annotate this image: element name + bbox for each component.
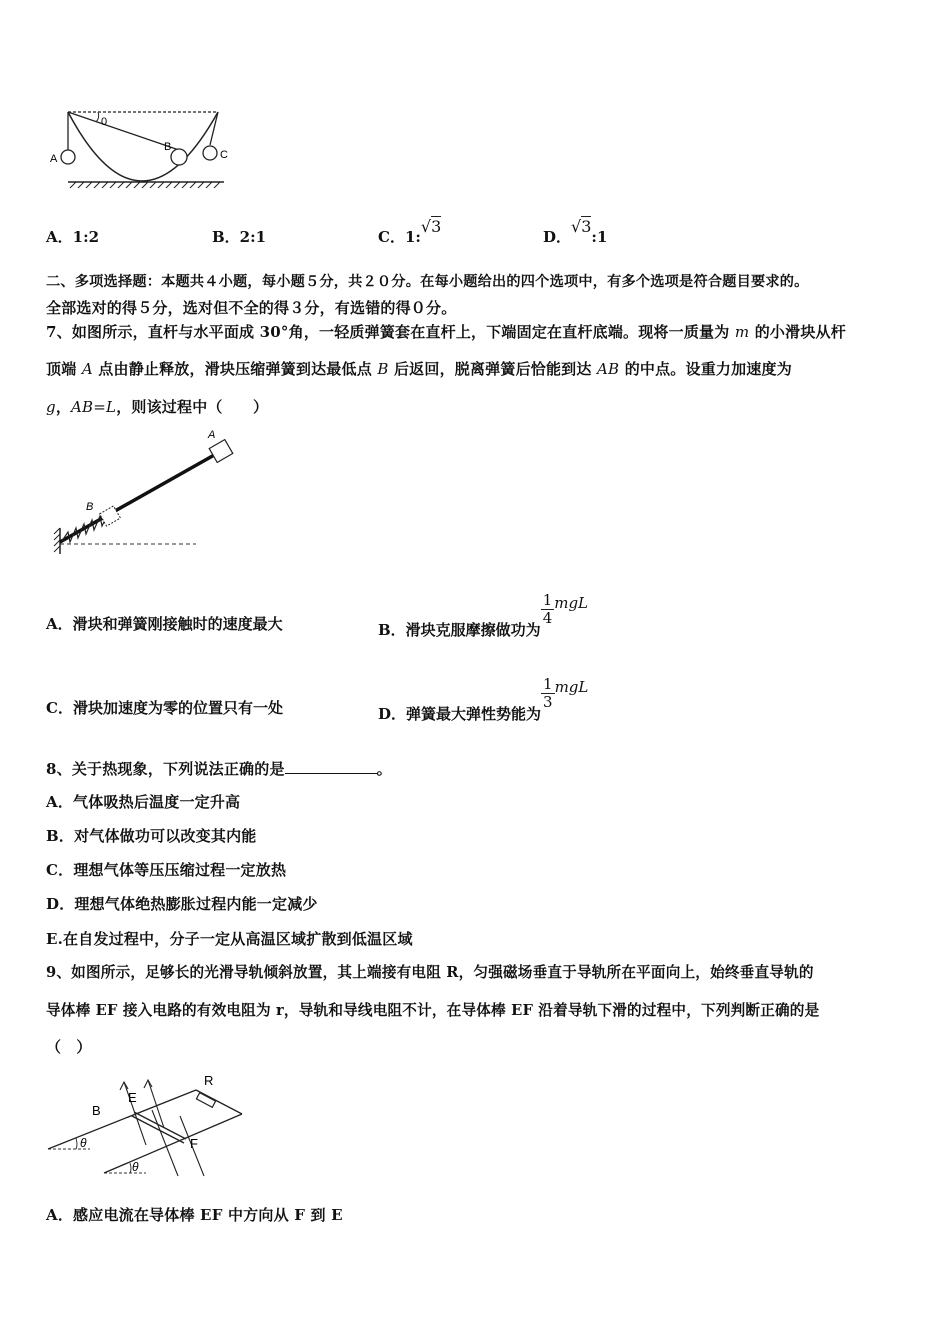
section2-heading-line1: 二、多项选择题：本题共４小题，每小题５分，共２０分。在每小题给出的四个选项中，有多个选项是符合题目要求的。 <box>46 274 809 290</box>
q9-label-f: F <box>190 1136 198 1151</box>
q8-option-c: C．理想气体等压压缩过程一定放热 <box>46 861 287 879</box>
q7-option-d-fraction: $\frac{1}{3}$ <box>543 675 553 711</box>
q9-label-theta1: θ <box>80 1136 87 1150</box>
q9-stem-line2: 导体棒 EF 接入电路的有效电阻为 r，导轨和导线电阻不计，在导体棒 EF 沿着导轨下滑的过程中，下列判断正确的是 <box>46 1002 820 1019</box>
q9-label-theta2: θ <box>132 1160 139 1174</box>
q6-option-b: B．2:1 <box>212 228 267 246</box>
q6-pendulum-figure <box>46 100 246 190</box>
q9-stem-line1: 9、如图所示，足够长的光滑导轨倾斜放置，其上端接有电阻 R，匀强磁场垂直于导轨所在平面向上，始终垂直导轨的 <box>46 964 814 981</box>
q9-label-b: B <box>92 1103 101 1118</box>
q8-answer-blank[interactable] <box>285 759 377 774</box>
q9-option-a: A．感应电流在导体棒 EF 中方向从 F 到 E <box>46 1206 343 1224</box>
q7-label-a: A <box>208 429 216 441</box>
q6-option-c <box>378 217 442 247</box>
q7-option-b: B．滑块克服摩擦做功为 $\frac{1}{4}$ mgL <box>378 591 589 639</box>
q7-option-b-fraction: $\frac{1}{4}$ <box>542 591 553 627</box>
q8-option-d: D．理想气体绝热膨胀过程内能一定减少 <box>46 895 318 913</box>
q6-option-d-prefix: D． <box>543 228 572 246</box>
q6-option-c-root: √3 <box>420 217 442 236</box>
q6-label-a: A <box>50 153 58 165</box>
q8-option-e: E.在自发过程中，分子一定从高温区域扩散到低温区域 <box>46 930 413 948</box>
section2-heading-line2: 全部选对的得５分，选对但不全的得３分，有选错的得０分。 <box>46 299 457 317</box>
q9-rails-figure <box>46 1070 256 1180</box>
q6-label-theta: 0 <box>101 116 108 128</box>
q7-option-c: C．滑块加速度为零的位置只有一处 <box>46 699 283 717</box>
q6-option-a: A．1:2 <box>46 228 100 246</box>
q7-label-b: B <box>86 501 94 513</box>
q6-option-d-root: √3 <box>571 217 592 236</box>
q7-stem-line2: 顶端 A 点由静止释放，滑块压缩弹簧到达最低点 B 后返回，脱离弹簧后恰能到达 AB 的中点。设重力加速度为 <box>46 360 792 378</box>
q7-option-d: D．弹簧最大弹性势能为 $\frac{1}{3}$ mgL <box>378 675 589 723</box>
q9-stem-line3: （ ） <box>46 1038 92 1056</box>
q6-option-c-prefix: C．1: <box>378 228 421 246</box>
q9-label-r: R <box>204 1073 214 1088</box>
q7-incline-figure <box>46 428 256 558</box>
q6-label-b: B <box>164 141 172 153</box>
q6-label-c: C <box>220 149 228 161</box>
q7-stem-line1: 7、如图所示，直杆与水平面成 30°角，一轻质弹簧套在直杆上，下端固定在直杆底端。现将一质量为 m 的小滑块从杆 <box>46 323 846 341</box>
q8-option-a: A．气体吸热后温度一定升高 <box>46 793 241 811</box>
q8-option-b: B．对气体做功可以改变其内能 <box>46 827 257 845</box>
q7-stem-line3: g，AB=L，则该过程中（ ） <box>46 398 269 416</box>
q7-option-a: A．滑块和弹簧刚接触时的速度最大 <box>46 615 283 633</box>
q8-stem: 8、关于热现象，下列说法正确的是 。 <box>46 760 392 778</box>
q6-option-d <box>543 217 608 247</box>
q9-label-e: E <box>128 1090 137 1105</box>
q6-option-d-suffix: :1 <box>591 228 608 246</box>
